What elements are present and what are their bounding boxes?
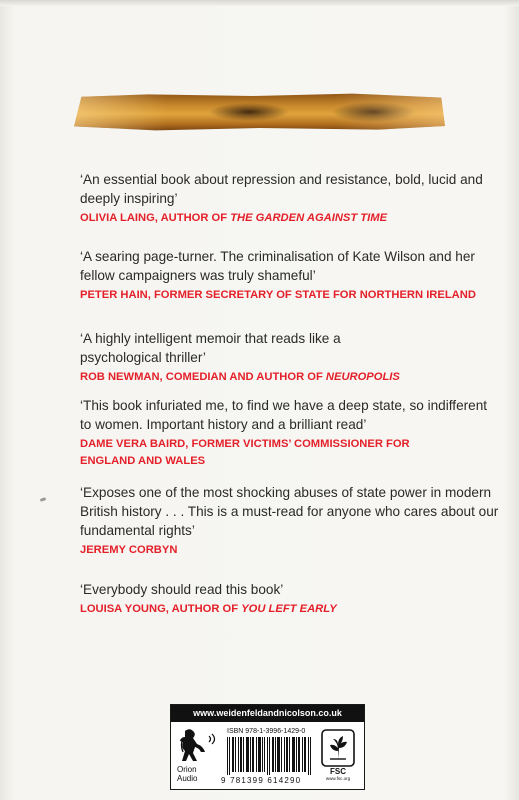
quote-6 bbox=[80, 580, 500, 618]
quote-4 bbox=[80, 396, 500, 470]
fsc-label: FSC bbox=[330, 767, 346, 776]
quote-text: ‘Exposes one of the most shocking abuses of state power in modern British history . . . This is a must-read for anyone who cares about our fundamental rights’ bbox=[80, 485, 499, 538]
quote-attribution: PETER HAIN, FORMER SECRETARY OF STATE FOR NORTHERN IRELAND bbox=[80, 289, 476, 301]
quote-3 bbox=[80, 329, 500, 386]
barcode-graphic bbox=[227, 737, 311, 775]
barcode-digits: 9 781399 614290 bbox=[221, 776, 302, 785]
fsc-url: www.fsc.org bbox=[325, 776, 351, 781]
fsc-tree-logo-icon bbox=[321, 729, 355, 767]
quote-1 bbox=[80, 170, 500, 227]
isbn-number: ISBN 978-1-3996-1429-0 bbox=[227, 728, 306, 735]
barcode-panel bbox=[170, 704, 365, 790]
cover-top-edge bbox=[0, 0, 519, 6]
quote-attribution: ROB NEWMAN, COMEDIAN AND AUTHOR OF NEUROPOLIS bbox=[80, 371, 400, 383]
publisher-imprint: Orion Audio bbox=[177, 765, 198, 783]
quote-text: ‘Everybody should read this book’ bbox=[80, 582, 284, 597]
quote-attribution: JEREMY CORBYN bbox=[80, 544, 178, 556]
quote-attribution: DAME VERA BAIRD, FORMER VICTIMS’ COMMISSIONER FOR ENGLAND AND WALES bbox=[80, 438, 410, 467]
quote-2 bbox=[80, 247, 500, 304]
quote-attribution: LOUISA YOUNG, AUTHOR OF YOU LEFT EARLY bbox=[80, 603, 337, 615]
quote-text: ‘An essential book about repression and resistance, bold, lucid and deeply inspiring’ bbox=[80, 172, 483, 206]
audio-waves-icon bbox=[207, 733, 217, 745]
orion-hunter-logo-icon bbox=[177, 727, 207, 763]
quote-text: ‘A searing page-turner. The criminalisation of Kate Wilson and her fellow campaigners was truly shameful’ bbox=[80, 249, 475, 283]
publisher-url: www.weidenfeldandnicolson.co.uk bbox=[171, 705, 364, 722]
quote-text: ‘A highly intelligent memoir that reads like a psychological thriller’ bbox=[80, 331, 341, 365]
eyes-photo-strip bbox=[74, 92, 445, 132]
quote-attribution: OLIVIA LAING, AUTHOR OF THE GARDEN AGAINST TIME bbox=[80, 212, 388, 224]
quote-text: ‘This book infuriated me, to find we have a deep state, so indifferent to women. Important history and a brilliant read’ bbox=[80, 398, 488, 432]
quote-5 bbox=[80, 483, 500, 559]
